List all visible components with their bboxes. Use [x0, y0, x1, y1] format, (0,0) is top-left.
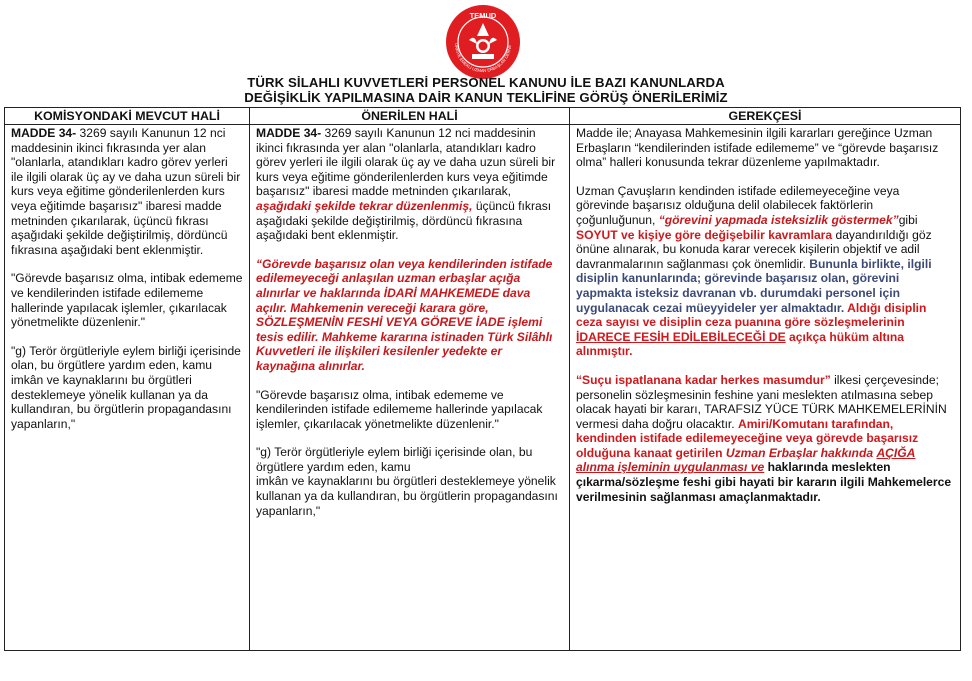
header-proposed-state: ÖNERİLEN HALİ [250, 108, 570, 125]
article-label: MADDE 34- [256, 126, 322, 140]
table-row [5, 125, 961, 651]
table-header-row [5, 108, 961, 125]
proposed-state-cell [250, 125, 570, 651]
header-current-state: KOMİSYONDAKİ MEVCUT HALİ [5, 108, 250, 125]
justification-paragraph-2: Uzman Çavuşların kendinden istifade edilemeyeceğine veya görevinde başarısız olduğuna delil olabilecek faktörlerin çoğunluğunun, “görevini yapmada isteksizlik göstermek”gibi SOYUT ve kişiye göre değişebilir kavramlara dayandırıldığı göz önüne alınarak, bu konuda karar verecek kişilerin objektif ve adil davranmalarının sağlanması çok önemlidir. Bununla birlikte, ilgili disiplin kanunlarında; görevinde başarısız olan, görevini yapmakta isteksiz davranan vb. durumdaki personel için uygulanacak cezai müeyyideler yer almaktadır. Aldığı disiplin ceza sayısı ve disiplin ceza puanına göre sözleşmelerinin İDARECE FESİH EDİLEBİLECEĞİ DE açıkça hüküm altına alınmıştır. [576, 183, 932, 359]
title-line-1: TÜRK SİLAHLI KUVVETLERİ PERSONEL KANUNU İLE BAZI KANUNLARDA [247, 75, 725, 90]
header-justification: GEREKÇESİ [570, 108, 961, 125]
justification-cell [570, 125, 961, 651]
current-article-paragraph: MADDE 34- 3269 sayılı Kanunun 12 nci maddesinin ikinci fıkrasında yer alan "olanlarla, atandıkları kadro görev yerleri ile ilgili olarak üç ay ve daha uzun süreli bir kurs veya eğitime gönderilenlerden kurs veya eğitimde başarısız" ibaresi madde metninden çıkarılarak, üçüncü fıkrası aşağıdaki şekilde değiştirilmiş, dördüncü fıkrasına aşağıdaki bent eklenmiştir. [11, 126, 241, 257]
title-line-2: DEĞİŞİKLİK YAPILMASINA DAİR KANUN TEKLİFİNE GÖRÜŞ ÖNERİLERİMİZ [244, 90, 728, 105]
document-title [0, 75, 972, 105]
current-subclause-paragraph: "g) Terör örgütleriyle eylem birliği içerisinde olan, bu örgütlere yardım eden, kamu imkân ve kaynaklarını bu örgütleri desteklemeye yönelik kullanan ya da kullandıran, bu örgütlerin propagandasını yapanların," [11, 343, 241, 431]
temud-logo [445, 4, 521, 80]
logo-ring-text: ÜRKİYE EMEKLİ UZMAN ERBAŞLAR DERNE [453, 43, 513, 74]
current-quote-paragraph: "Görevde başarısız olma, intibak edememe ve kendilerinden istifade edilememe hallerinde yapılacak işlemler, çıkarılacak yönetmelikte düzenlenir." [11, 271, 243, 330]
proposed-quote-paragraph: "Görevde başarısız olma, intibak edememe ve kendilerinden istifade edilememe hallerinde yapılacak işlemler, çıkarılacak yönetmelikte düzenlenir." [256, 387, 543, 431]
proposed-new-provision: “Görevde başarısız olan veya kendilerinden istifade edilemeyeceği anlaşılan uzman erbaşlar açığa alınırlar ve haklarında İDARİ MAHKEMEDE dava açılır. Mahkemenin vereceği karara göre, SÖZLEŞMENİN FESHİ VEYA GÖREVE İADE işlemi tesis edilir. Mahkeme kararına istinaden Türk Silâhlı Kuvvetleri ile ilişkileri kesilenler yedekte er kaynağına alınırlar. [256, 256, 553, 373]
logo-top-text: TEMUD [469, 11, 497, 20]
justification-paragraph-3: “Suçu ispatlanana kadar herkes masumdur” ilkesi çerçevesinde; personelin sözleşmesinin feshine yani meslekten atılmasına sebep olacak hayati bir kararı, TARAFSIZ YÜCE TÜRK MAHKEMELERİNİN vermesi daha doğru olacaktır. Amiri/Komutanı tarafından, kendinden istifade edilemeyeceğine veya görevde başarısız olduğuna kanaat getirilen Uzman Erbaşlar hakkında AÇIĞA alınma işleminin uygulanması ve haklarında meslekten çıkarma/sözleşme feshi gibi hayati bir kararın ilgili Mahkemelerce verilmesinin sağlanması amaçlanmaktadır. [576, 372, 952, 504]
comparison-table [4, 107, 961, 651]
proposed-article-paragraph: MADDE 34- 3269 sayılı Kanunun 12 nci maddesinin ikinci fıkrasında yer alan "olanlarla, atandıkları kadro görev yerleri ile ilgili olarak üç ay ve daha uzun süreli bir kurs veya eğitime gönderilenlerden kurs veya eğitimde başarısız" ibaresi madde metninden çıkarılarak, aşağıdaki şekilde tekrar düzenlenmiş, üçüncü fıkrası aşağıdaki şekilde değiştirilmiş, dördüncü fıkrasına aşağıdaki bent eklenmiştir. [256, 126, 556, 243]
justification-intro: Madde ile; Anayasa Mahkemesinin ilgili kararları gereğince Uzman Erbaşların “kendilerinden istifade edilememe” ve “görevde başarısız olma” halleri konusunda tekrar düzenleme yapılmaktadır. [576, 126, 939, 170]
current-state-cell [5, 125, 250, 651]
proposed-subclause-paragraph: "g) Terör örgütleriyle eylem birliği içerisinde olan, bu örgütlere yardım eden, kamu imkân ve kaynaklarını bu örgütleri desteklemeye yönelik kullanan ya da kullandıran, bu örgütlerin propagandasını yapanların," [256, 445, 558, 518]
article-label: MADDE 34- [11, 126, 77, 140]
